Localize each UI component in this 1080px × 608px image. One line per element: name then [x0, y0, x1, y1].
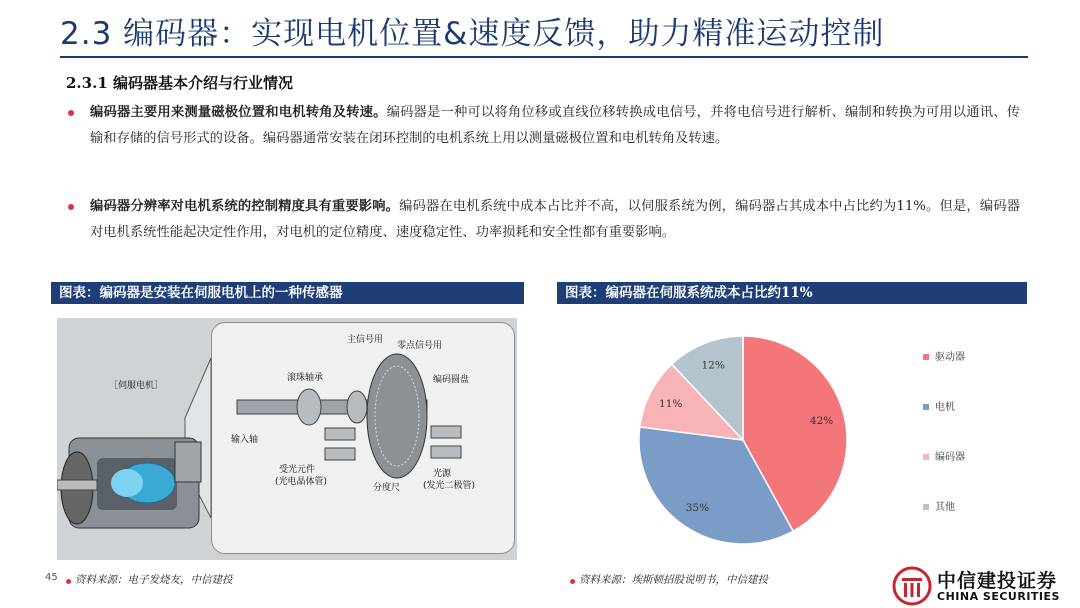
figure-left-caption: 图表：编码器是安装在伺服电机上的一种传感器 [51, 282, 524, 304]
bullet-marker [68, 110, 74, 116]
servo-encoder-diagram [57, 318, 517, 560]
label-light-source: 光源 [433, 469, 452, 479]
figure-right-source: 资料来源：埃斯顿招股说明书，中信建投 [579, 574, 768, 586]
pie-data-label-2: 11% [659, 398, 683, 411]
pie-data-label-0: 42% [809, 414, 834, 427]
legend-swatch-0 [923, 354, 929, 360]
brand-name-en: CHINA SECURITIES [937, 590, 1060, 603]
legend-label-1: 电机 [935, 402, 955, 413]
label-input-shaft: 输入轴 [231, 435, 259, 445]
page-number: 45 [45, 572, 58, 583]
bullet-2-bold: 编码器分辨率对电机系统的控制精度具有重要影响。 [90, 199, 400, 214]
legend-swatch-1 [923, 404, 929, 410]
bullet-1-bold: 编码器主要用来测量磁极位置和电机转角及转速。 [90, 105, 387, 120]
page-title: 2.3 编码器：实现电机位置&速度反馈，助力精准运动控制 [60, 16, 885, 52]
label-light-source-sub: (发光二极管) [423, 481, 476, 491]
figure-left-source: 资料来源：电子发烧友，中信建投 [75, 574, 233, 586]
figure-right-caption: 图表：编码器在伺服系统成本占比约11% [557, 282, 1027, 304]
label-scale: 分度尺 [373, 483, 401, 493]
label-ball-bearing: 滚珠轴承 [287, 373, 324, 383]
brand-name-cn: 中信建投证券 [937, 570, 1058, 592]
bullet-1-text: 编码器是一种可以将角位移或直线位移转换成电信号，并将电信号进行解析、编制和转换为可用以通讯、传输和存储的信号形式的设备。编码器通常安装在闭环控制的电机系统上用以测量磁极位置和电机转角及转速。 [90, 105, 1021, 146]
legend-swatch-3 [923, 504, 929, 510]
title-divider [60, 56, 1028, 58]
legend-swatch-2 [923, 454, 929, 460]
label-encoder-disc: 编码圆盘 [433, 375, 470, 385]
bullet-2-text: 编码器在电机系统中成本占比并不高，以伺服系统为例，编码器占其成本中占比约为11%。但是，编码器对电机系统性能起决定性作用，对电机的定位精度、速度稳定性、功率损耗和安全性都有重要影响。 [90, 199, 1020, 240]
bearing-graphic [297, 389, 321, 425]
legend-label-3: 其他 [935, 502, 955, 513]
bullet-paragraph-1 [90, 100, 1020, 152]
label-servo-motor: ［伺服电机］ [109, 381, 164, 391]
footer-bullet [66, 579, 71, 584]
legend-label-0: 驱动器 [935, 352, 965, 363]
footer-bullet [570, 579, 575, 584]
pie-data-label-1: 35% [685, 502, 710, 515]
pie-data-label-3: 12% [701, 359, 725, 372]
label-zero-signal: 零点信号用 [397, 341, 443, 351]
section-heading: 2.3.1 编码器基本介绍与行业情况 [66, 74, 293, 92]
company-logo-icon [892, 566, 932, 606]
bullet-marker [68, 204, 74, 210]
label-main-signal: 主信号用 [347, 335, 384, 345]
legend-label-2: 编码器 [935, 452, 965, 463]
cost-share-pie-chart [557, 312, 1027, 562]
servo-motor-graphic [57, 438, 201, 528]
encoder-illustration [57, 318, 517, 560]
encoder-disc-graphic [367, 354, 427, 478]
label-receiver: 受光元件 [279, 465, 316, 475]
bullet-paragraph-2 [90, 194, 1020, 246]
label-receiver-sub: (光电晶体管) [275, 477, 328, 487]
